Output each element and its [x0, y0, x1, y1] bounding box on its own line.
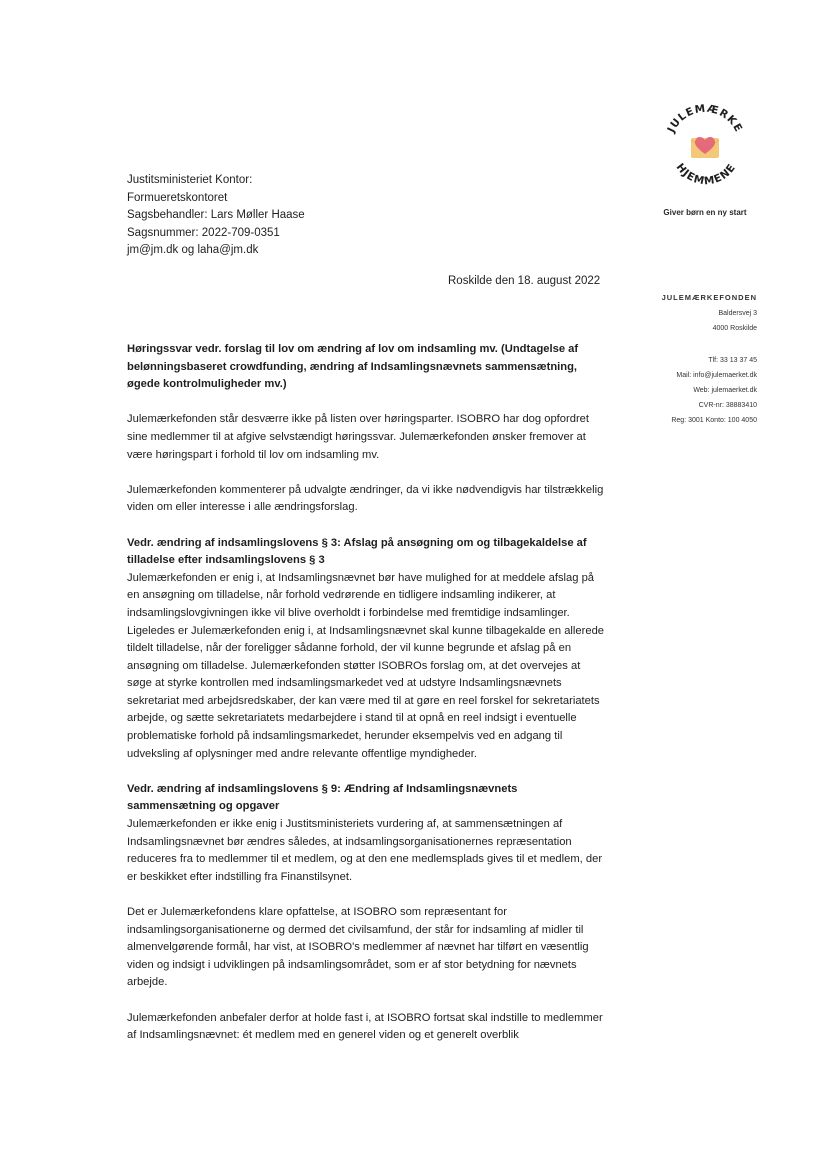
- contact-line: Reg: 3001 Konto: 100 4050: [671, 417, 757, 424]
- section-heading: Vedr. ændring af indsamlingslovens § 3: Afslag på ansøgning om og tilbagekaldelse af tilladelse efter indsamlingslovens § 3: [127, 536, 587, 567]
- recipient-block: [127, 172, 305, 260]
- recipient-line: Sagsbehandler: Lars Møller Haase: [127, 209, 305, 221]
- document-title: Høringssvar vedr. forslag til lov om ændring af lov om indsamling mv. (Undtagelse af belønningsbaseret crowdfunding, ændring af Indsamlingsnævnets sammensætning, øgede kontrolmuligheder mv.): [127, 343, 579, 391]
- intro-paragraph: Julemærkefonden kommenterer på udvalgte ændringer, da vi ikke nødvendigvis har tilstrækkelig viden om eller interesse i alle ændringsforslag.: [127, 483, 604, 514]
- contact-line: CVR-nr: 38883410: [698, 402, 757, 409]
- letter-date: Roskilde den 18. august 2022: [448, 275, 601, 287]
- address-line: 4000 Roskilde: [712, 325, 757, 332]
- section-heading: Vedr. ændring af indsamlingslovens § 9: Ændring af Indsamlingsnævnets sammensætning og opgaver: [127, 782, 518, 813]
- logo-bottom-text: HJEMMENE: [673, 161, 739, 188]
- recipient-line: Justitsministeriet Kontor:: [127, 174, 253, 186]
- section-paragraph: Det er Julemærkefondens klare opfattelse, at ISOBRO som repræsentant for indsamlingsorganisationerne og dermed det civilsamfund, der står for indsamling af midler til almenvelgørende formål, har vist, at ISOBRO's medlemmer af nævnet har tilført en væsentlig viden og indsigt i udviklingen på indsamlingsområdet, som er af stor betydning for nævnets arbejde.: [127, 906, 589, 989]
- section-paragraph: Julemærkefonden er ikke enig i Justitsministeriets vurdering af, at sammensætningen af Indsamlingsnævnet bør ændres således, at indsamlingsorganisationernes repræsentation reduceres fra to medlemmer til et medlem, og at den ene medlemsplads gives til et medlem, der er beskikket efter indstilling fra Finanstilsynet.: [127, 818, 603, 883]
- logo-top-text: JULEMÆRKE: [665, 102, 745, 135]
- organization-name: JULEMÆRKEFONDEN: [661, 293, 757, 302]
- address-line: Baldersvej 3: [718, 310, 757, 317]
- recipient-line: jm@jm.dk og laha@jm.dk: [127, 244, 259, 256]
- section-paragraph: Julemærkefonden anbefaler derfor at holde fast i, at ISOBRO fortsat skal indstille to medlemmer af Indsamlingsnævnet: ét medlem med en generel viden og et generelt overblik: [127, 1011, 603, 1042]
- section-paragraph: Julemærkefonden er enig i, at Indsamlingsnævnet bør have mulighed for at meddele afslag på en ansøgning om tilladelse, når forhold vedrørende en tidligere indsamling indikerer, at indsamlingslovgivningen ikke vil blive overholdt i forbindelse med fremtidige indsamlinger. Ligeledes er Julemærkefonden enig i, at Indsamlingsnævnet skal kunne tilbagekalde en allerede tildelt tilladelse, når der foreligger sådanne forhold, der vil kunne begrunde et afslag på en ansøgning om tilladelse. Julemærkefonden støtter ISOBROs forslag om, at det overvejes at søge at styrke kontrollen med indsamlingsmarkedet ved at udstyre Indsamlingsnævnets sekretariat med arbejdsredskaber, der kan være med til at gøre en reel forskel for sekretariatets arbejde, og sætte sekretariatets medarbejdere i stand til at opnå en reel indsigt i eventuelle problematiske forhold på indsamlingsmarkedet, herunder eksempelvis ved en adgang til udveksling af oplysninger med andre relevante offentlige myndigheder.: [127, 571, 605, 760]
- organization-info: [662, 290, 757, 428]
- logo-tagline: Giver børn en ny start: [663, 208, 747, 217]
- contact-line: Mail: info@julemaerket.dk: [676, 372, 757, 379]
- letter-body: [127, 341, 607, 1062]
- julemaerke-hjemmene-logo: [655, 100, 755, 200]
- recipient-line: Sagsnummer: 2022-709-0351: [127, 226, 280, 239]
- contact-line: Tlf: 33 13 37 45: [708, 357, 757, 364]
- recipient-line: Formueretskontoret: [127, 191, 228, 204]
- intro-paragraph: Julemærkefonden står desværre ikke på listen over høringsparter. ISOBRO har dog opfordret sine medlemmer til at afgive selvstændigt høringssvar. Julemærkefonden ønsker fremover at være høringspart i forhold til lov om indsamling mv.: [127, 413, 590, 461]
- contact-line: Web: julemaerket.dk: [693, 387, 757, 394]
